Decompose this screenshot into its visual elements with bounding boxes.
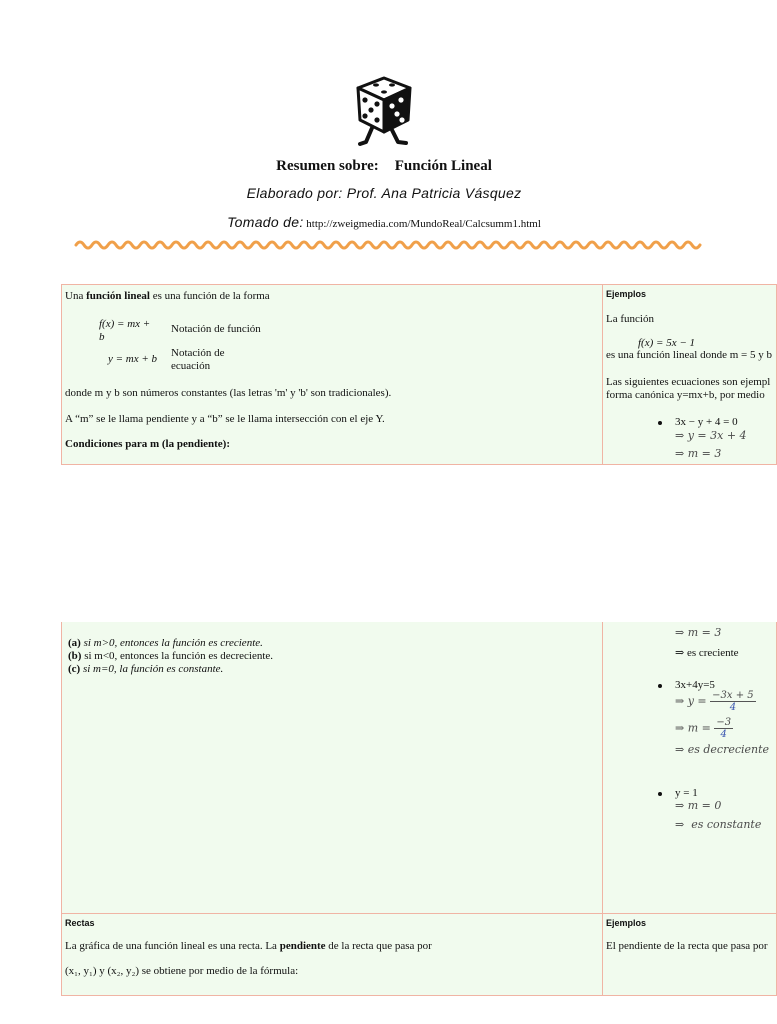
bullet-icon <box>658 792 662 796</box>
slope-intercept-text: A “m” se le llama pendiente y a “b” se le llama intersección con el eje Y. <box>65 413 385 425</box>
example2-y-formula: ⇒ y = $\frac{-3x + 5}{4}$ <box>675 690 754 713</box>
example1-m-value: ⇒ m = 3 <box>675 626 722 639</box>
example2-result: ⇒ es decreciente <box>675 743 770 756</box>
source-url[interactable]: http://zweigmedia.com/MundoReal/Calcsumm1.html <box>306 218 541 230</box>
example1-step-1: ⇒ y = 3x + 4 <box>675 429 747 442</box>
examples-heading: Ejemplos <box>606 289 647 299</box>
canonical-form-text: Las siguientes ecuaciones son ejempl forma canónica y=mx+b, por medio <box>606 376 771 401</box>
example1-creciente: ⇒ es creciente <box>675 647 739 659</box>
bullet-icon <box>658 684 662 688</box>
condition-b: (b) si m<0, entonces la función es decreciente. <box>68 650 274 662</box>
equation-notation-label: Notación de ecuación <box>171 347 225 372</box>
equation-notation-formula: y = mx + b <box>108 353 158 365</box>
author-line: Elaborado por: Prof. Ana Patricia Vásquez <box>246 185 522 201</box>
example3-m-value: ⇒ m = 0 <box>675 799 722 812</box>
example-equation-1: 3x − y + 4 = 0 <box>675 416 738 428</box>
condition-c: (c) si m=0, la función es constante. <box>68 663 224 675</box>
definition-intro: Una función lineal es una función de la forma <box>65 290 270 302</box>
function-notation-formula: f(x) = mx + b <box>99 318 151 343</box>
wavy-divider <box>74 238 690 252</box>
rectas-examples-heading: Ejemplos <box>606 918 647 928</box>
bullet-icon <box>658 421 662 425</box>
conditions-heading: Condiciones para m (la pendiente): <box>65 438 230 450</box>
source-label: Tomado de: <box>227 214 304 230</box>
fx-example: f(x) = 5x − 1 <box>638 337 695 349</box>
example-equation-2: 3x+4y=5 <box>675 679 715 691</box>
dice-logo <box>354 76 414 148</box>
rectas-heading: Rectas <box>65 918 95 928</box>
examples-continued-box <box>602 622 777 914</box>
source-line <box>0 214 768 230</box>
condition-a: (a) si m>0, entonces la función es creciente. <box>68 637 263 649</box>
points-formula-text: (x₁, y₁) y (x₂, y₂) se obtiene por medio de la fórmula: <box>65 965 299 977</box>
la-funcion-text: La función <box>606 313 654 325</box>
rectas-example-text: El pendiente de la recta que pasa por <box>606 940 768 952</box>
constants-text: donde m y b son números constantes (las letras 'm' y 'b' son tradicionales). <box>65 387 392 399</box>
function-notation-label: Notación de función <box>171 323 261 335</box>
example2-m-formula: ⇒ m = $\frac{-3}{4}$ <box>675 717 732 740</box>
example-equation-3: y = 1 <box>675 787 698 799</box>
example1-step-2: ⇒ m = 3 <box>675 447 722 460</box>
title-topic: Función Lineal <box>394 158 492 174</box>
title-prefix: Resumen sobre: <box>276 158 379 174</box>
lineal-example-text: es una función lineal donde m = 5 y b <box>606 349 772 361</box>
example3-result: ⇒ es constante <box>675 818 762 831</box>
page-title <box>0 158 768 175</box>
rectas-text: La gráfica de una función lineal es una recta. La pendiente de la recta que pasa por <box>65 940 432 952</box>
rectas-box <box>61 913 603 996</box>
